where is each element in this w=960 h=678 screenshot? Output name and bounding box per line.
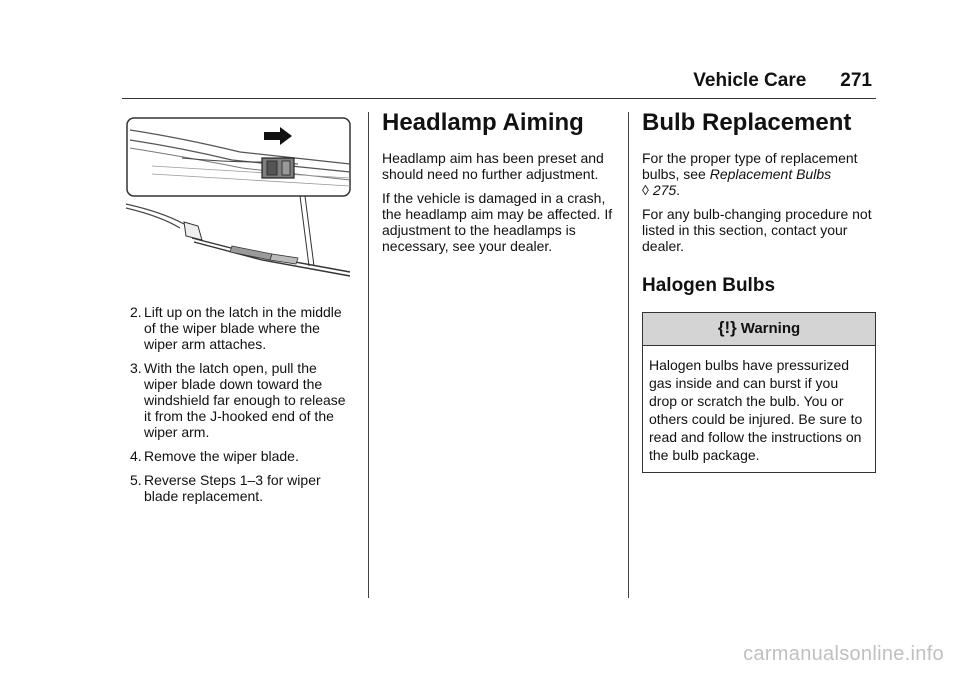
warning-icon: {!} — [717, 317, 737, 337]
warning-title: Warning — [740, 320, 801, 337]
page-ref-number[interactable]: 275 — [652, 182, 677, 198]
column-headlamp-aiming — [382, 108, 614, 262]
watermark: carmanualsonline.info — [743, 643, 944, 665]
wiper-illustration-svg — [122, 108, 354, 284]
headlamp-aiming-heading: Headlamp Aiming — [382, 109, 584, 136]
column-divider-1 — [368, 112, 369, 598]
list-item: 4. Remove the wiper blade. — [130, 448, 299, 464]
section-title: Vehicle Care — [693, 70, 807, 91]
list-item: 2. Lift up on the latch in the middle of the wiper blade where the wiper arm attaches. — [130, 304, 342, 352]
column-bulb-replacement — [642, 108, 876, 473]
header-divider — [122, 98, 876, 99]
page-header — [693, 70, 872, 92]
bulb-replacement-intro: For the proper type of replacement bulbs, see Replacement Bulbs ◊ 275. — [642, 150, 858, 198]
column-divider-2 — [628, 112, 629, 598]
replacement-bulbs-link[interactable]: Replacement Bulbs — [709, 166, 832, 182]
wiper-step-list — [122, 304, 354, 504]
halogen-bulbs-heading: Halogen Bulbs — [642, 275, 776, 296]
page-number: 271 — [840, 70, 872, 91]
list-item: 3. With the latch open, pull the wiper blade down toward the windshield far enough to release it from the J-hooked end of the wiper arm. — [130, 360, 346, 440]
warning-header — [643, 313, 875, 346]
list-item: 5. Reverse Steps 1–3 for wiper blade replacement. — [130, 472, 321, 504]
warning-body: Halogen bulbs have pressurized gas inside and can burst if you drop or scratch the bulb. You or others could be injured. Be sure to read and follow the instructions on the bulb package. — [649, 357, 863, 463]
headlamp-paragraph-2: If the vehicle is damaged in a crash, the headlamp aim may be affected. If adjustment to the headlamps is necessary, see your dealer. — [382, 190, 613, 254]
column-wiper-steps — [122, 108, 354, 512]
bulb-replacement-paragraph-2: For any bulb-changing procedure not listed in this section, contact your dealer. — [642, 206, 872, 254]
wiper-blade-latch-illustration — [122, 108, 354, 284]
headlamp-paragraph-1: Headlamp aim has been preset and should need no further adjustment. — [382, 150, 604, 182]
warning-box — [642, 312, 876, 473]
bulb-replacement-heading: Bulb Replacement — [642, 109, 852, 136]
page-ref-icon: ◊ — [642, 182, 649, 198]
